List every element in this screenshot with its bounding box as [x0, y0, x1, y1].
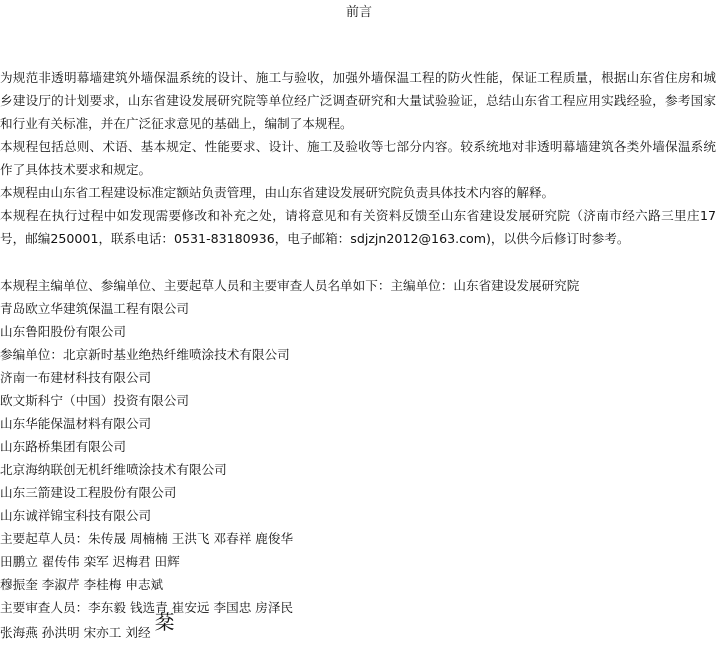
list-item: 北京海纳联创无机纤维喷涂技术有限公司	[0, 462, 227, 477]
paragraph-feedback: 本规程在执行过程中如发现需要修改和补充之处，请将意见和有关资料反馈至山东省建设发展研究院（济南市经六路三里庄17号，邮编250001，联系电话：0531-83180936，电子邮箱：sdjzjn2012@163.com)，以供今后修订时参考。	[0, 208, 716, 246]
drafters-line: 主要起草人员：朱传晟 周楠楠 王洪飞 邓春祥 鹿俊华	[0, 531, 294, 546]
reviewers-line-last	[0, 610, 716, 644]
list-item: 山东路桥集团有限公司	[0, 439, 126, 454]
participants-list	[0, 274, 716, 644]
drafters-line: 田鹏立 翟传伟 栾军 迟梅君 田辉	[0, 554, 180, 569]
tail-character: 棻	[154, 610, 175, 634]
reviewers-line: 主要审查人员：李东毅 钱选青 崔安远 李国忠 房泽民	[0, 600, 294, 615]
list-item: 山东鲁阳股份有限公司	[0, 324, 126, 339]
preface-body	[0, 66, 716, 250]
list-item: 青岛欧立华建筑保温工程有限公司	[0, 301, 189, 316]
list-item: 山东诚祥锦宝科技有限公司	[0, 508, 152, 523]
participants-intro: 本规程主编单位、参编单位、主要起草人员和主要审查人员名单如下：主编单位：山东省建设发展研究院	[0, 278, 580, 293]
list-item: 山东三箭建设工程股份有限公司	[0, 485, 177, 500]
paragraph-purpose: 为规范非透明幕墙建筑外墙保温系统的设计、施工与验收，加强外墙保温工程的防火性能，保证工程质量，根据山东省住房和城乡建设厅的计划要求，山东省建设发展研究院等单位经广泛调查研究和大量试验验证，总结山东省工程应用实践经验，参考国家和行业有关标准，并在广泛征求意见的基础上，编制了本规程。	[0, 70, 716, 131]
list-item: 济南一布建材科技有限公司	[0, 370, 152, 385]
paragraph-management: 本规程由山东省工程建设标准定额站负责管理，由山东省建设发展研究院负责具体技术内容的解释。	[0, 185, 555, 200]
list-item: 欧文斯科宁（中国）投资有限公司	[0, 393, 189, 408]
reviewers-names: 张海燕 孙洪明 宋亦工 刘经	[0, 625, 151, 640]
list-item: 参编单位：北京新时基业绝热纤维喷涂技术有限公司	[0, 347, 290, 362]
page-title: 前言	[345, 5, 372, 20]
paragraph-contents: 本规程包括总则、术语、基本规定、性能要求、设计、施工及验收等七部分内容。较系统地对非透明幕墙建筑各类外墙保温系统作了具体技术要求和规定。	[0, 139, 716, 177]
list-item: 山东华能保温材料有限公司	[0, 416, 152, 431]
drafters-line: 穆振奎 李淑芹 李桂梅 申志斌	[0, 577, 164, 592]
